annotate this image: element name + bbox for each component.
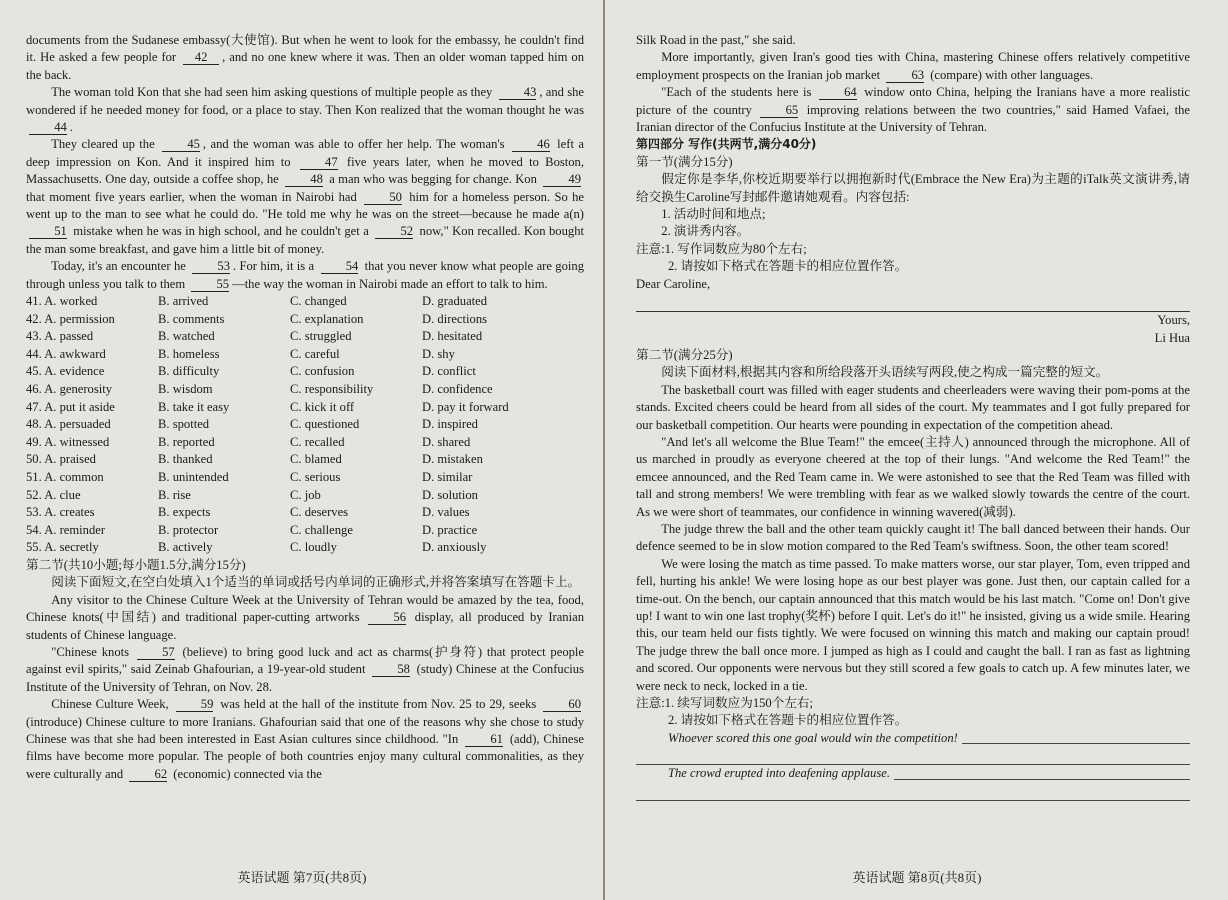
option-choice: 44. A. awkward: [26, 346, 106, 361]
writing-1-note-2: 2. 请按如下格式在答题卡的相应位置作答。: [668, 259, 908, 274]
answer-blank: 57: [137, 645, 175, 660]
option-choice: B. take it easy: [158, 399, 230, 414]
story-paragraph-2: "And let's all welcome the Blue Team!" the emcee(主持人) announced through the microphone. All of us marched in proudly as everyone cheered at the top of their lungs. "And welcome the Red Team!" the emcee announced, and the Red Team came in. We were astonished to see that the Red Team was filled with tall and strong members! We were trembling with fear as we walked slowly towards the centre of the court. As we were short of teammates, our confidence in winning wavered(减弱).: [636, 434, 1190, 519]
story-paragraph-4: We were losing the match as time passed. To make matters worse, our star player, Tom, even tripped and fell, hurting his ankle! We were losing hope as our best player was gone. Just then, our captain called for a time-out. On the bench, our captain announced that this match would be his last match. "Come on! Don't give up! I want to win one last trophy(奖杯) before I quit. Let's do it!" he insisted, giving us a wide smile. Hearing this, our team held our fists tightly. We were focused on winning this match and making our captain proud! The judge threw the ball once more. I jumped as high as I could and caught the ball. I ran as fast as lightning and scored. Our opponents were nervous but they still scored a few goals to catch up. A few minutes later, we were neck to neck, locked in a tie.: [636, 556, 1190, 693]
answer-blank: 54: [321, 259, 359, 274]
option-choice: 51. A. common: [26, 470, 104, 485]
option-choice: B. wisdom: [158, 382, 213, 397]
option-choice: D. similar: [422, 470, 473, 485]
writing-2-prompt: 阅读下面材料,根据其内容和所给段落开头语续写两段,使之构成一篇完整的短文。: [661, 365, 1109, 380]
option-choice: C. questioned: [290, 417, 360, 432]
option-choice: 47. A. put it aside: [26, 399, 115, 414]
option-choice: 54. A. reminder: [26, 522, 106, 537]
option-choice: C. loudly: [290, 540, 337, 555]
page-8: [606, 0, 1228, 900]
writing-line: [636, 783, 1190, 801]
writing-1-title: 第一节(满分15分): [636, 154, 733, 169]
section-2-instructions: 阅读下面短文,在空白处填入1个适当的单词或括号内单词的正确形式,并将答案填写在答题卡上。: [51, 575, 581, 590]
opening-sentence-1: Whoever scored this one goal would win the competition!: [668, 730, 958, 745]
option-choice: C. deserves: [290, 505, 349, 520]
option-choice: 45. A. evidence: [26, 364, 105, 379]
passage-paragraph-2: [26, 84, 584, 136]
option-choice: 48. A. persuaded: [26, 417, 111, 432]
letter-writing-line: [636, 299, 1190, 312]
answer-blank: 65: [760, 103, 798, 118]
passage-text: More importantly, given Iran's good ties with China, mastering Chinese offers relatively competitive employment prospects on the Iranian job market: [636, 50, 1190, 82]
passage-paragraph-4: [26, 258, 584, 293]
passage-text: The woman told Kon that she had seen him asking questions of multiple people as they: [51, 85, 496, 100]
answer-blank: 45: [162, 137, 200, 152]
option-choice: C. struggled: [290, 329, 352, 344]
grammar-paragraph-3: [26, 696, 584, 783]
passage-text: was held at the hall of the institute from Nov. 25 to 29, seeks: [216, 697, 541, 712]
option-choice: C. careful: [290, 346, 340, 361]
passage-text: "Chinese knots: [51, 645, 134, 660]
answer-blank: 53: [192, 259, 230, 274]
option-choice: 46. A. generosity: [26, 382, 113, 397]
story-paragraph-3: The judge threw the ball and the other team quickly caught it! The ball danced between their hands. Our defence seemed to be in slow motion compared to the Red Team's swiftness. Soon, the other team scored!: [636, 521, 1190, 554]
option-choice: B. protector: [158, 522, 219, 537]
passage-text: display, all produced by Iranian students of Chinese language.: [26, 610, 584, 642]
writing-1-note-1: 注意:1. 写作词数应为80个左右;: [636, 241, 807, 256]
option-choice: C. job: [290, 487, 321, 502]
answer-blank: 52: [375, 224, 413, 239]
passage-paragraph-3: [26, 136, 584, 258]
passage-text: a man who was begging for change. Kon: [325, 172, 541, 187]
option-choice: C. explanation: [290, 311, 364, 326]
letter-closing: Yours,: [1157, 313, 1190, 328]
page-divider: [603, 0, 605, 900]
story-paragraph-1: The basketball court was filled with eager students and cheerleaders were waving their pom-poms at the stands. Excited cheers could be heard from all sides of the court. My teammates and I got fully prepared for our basketball competition. Our hearts were pounding in expectation of the competition ahead.: [636, 382, 1190, 432]
answer-blank: 51: [29, 224, 67, 239]
option-choice: B. reported: [158, 434, 215, 449]
grammar-paragraph-4: [636, 49, 1190, 84]
passage-text: Today, it's an encounter he: [51, 259, 190, 274]
letter-greeting: Dear Caroline,: [636, 276, 711, 291]
answer-blank: 59: [176, 697, 214, 712]
passage-text: (introduce) Chinese culture to more Iranians. Ghafourian said that one of the reasons why she chose to study Chinese was that she had been interested in East Asian cultures since childhood. "In: [26, 714, 584, 747]
option-choice: B. expects: [158, 505, 211, 520]
writing-line: [894, 779, 1190, 780]
option-choice: C. recalled: [290, 434, 345, 449]
option-choice: C. challenge: [290, 522, 353, 537]
option-choice: B. unintended: [158, 470, 229, 485]
option-choice: B. watched: [158, 329, 215, 344]
option-choice: D. pay it forward: [422, 399, 509, 414]
continuation-opening-1: [636, 730, 1190, 747]
passage-text: —the way the woman in Nairobi made an effort to talk to him.: [232, 276, 548, 291]
answer-blank: 64: [819, 85, 857, 100]
passage-text: "Each of the students here is: [661, 85, 816, 100]
answer-blank: 46: [512, 137, 550, 152]
option-choice: B. difficulty: [158, 364, 220, 379]
option-choice: D. mistaken: [422, 452, 483, 467]
option-choice: D. anxiously: [422, 540, 487, 555]
option-choice: 42. A. permission: [26, 311, 115, 326]
passage-text: They cleared up the: [51, 137, 160, 152]
passage-text: left a deep impression on Kon. And it inspired him to: [26, 137, 584, 169]
grammar-paragraph-1: [26, 592, 584, 644]
option-choice: C. changed: [290, 294, 347, 309]
option-choice: D. directions: [422, 311, 488, 326]
option-choice: D. solution: [422, 487, 478, 502]
passage-text: documents from the Sudanese embassy(大使馆). But when he went to look for the embassy, he couldn't find it. He asked a few people for: [26, 33, 584, 65]
answer-blank: 62: [129, 767, 167, 782]
passage-text: (economic) connected via the: [170, 766, 322, 781]
option-choice: C. blamed: [290, 452, 342, 467]
answer-blank: 60: [543, 697, 581, 712]
grammar-paragraph-2: [26, 644, 584, 696]
grammar-paragraph-3-end: Silk Road in the past," she said.: [636, 33, 796, 47]
passage-text: , and no one knew where it was. Then an older woman tapped him on the back.: [26, 50, 584, 82]
passage-text: mistake when he was in high school, and he couldn't get a: [69, 224, 373, 239]
writing-1-prompt: 假定你是李华,你校近期要举行以拥抱新时代(Embrace the New Era)为主题的iTalk英文演讲秀,请给交换生Caroline写封邮件邀请她观看。内容包括:: [636, 172, 1190, 204]
option-choice: 50. A. praised: [26, 452, 96, 467]
option-choice: 55. A. secretly: [26, 540, 99, 555]
answer-blank: 48: [285, 172, 323, 187]
passage-text: Any visitor to the Chinese Culture Week at the University of Tehran would be amazed by the tea, food, Chinese knots(中国结) and traditional paper-cutting artworks: [26, 592, 584, 625]
passage-text: now," Kon recalled. Kon bought the man some breakfast, and gave him a little bit of money.: [26, 224, 584, 256]
passage-text: that moment five years earlier, when the woman in Nairobi had: [26, 189, 362, 204]
writing-1-item-2: 2. 演讲秀内容。: [661, 224, 750, 239]
writing-2-note-1: 注意:1. 续写词数应为150个左右;: [636, 696, 814, 711]
option-choice: C. serious: [290, 470, 341, 485]
answer-blank: 44: [29, 120, 67, 135]
passage-text: that you never know what people are going through unless you talk to them: [26, 259, 584, 291]
passage-text: (add), Chinese films have become more popular. The people of both countries enjoy many cultural commonalities, as they were culturally and: [26, 732, 584, 781]
passage-text: , and the woman was able to offer her help. The woman's: [202, 137, 509, 152]
passage-text: him for a homeless person. So he went up to the man to see what he could do. "He told me why he was on the street—because he made a(n): [26, 189, 584, 222]
passage-text: , and she wondered if he needed money for food, or a place to stay. Then Kon realized that the woman thought he was: [26, 85, 584, 117]
letter-signature: Li Hua: [1154, 330, 1190, 345]
option-choice: 41. A. worked: [26, 294, 98, 309]
option-choice: 43. A. passed: [26, 329, 94, 344]
option-choice: C. confusion: [290, 364, 355, 379]
option-choice: D. graduated: [422, 294, 488, 309]
passage-text: Chinese Culture Week,: [51, 697, 173, 712]
writing-line: [636, 747, 1190, 765]
answer-blank: 49: [543, 172, 581, 187]
writing-line: [962, 743, 1190, 744]
option-choice: B. actively: [158, 540, 213, 555]
answer-blank: 61: [465, 732, 503, 747]
option-choice: D. confidence: [422, 382, 493, 397]
writing-1-notes: [636, 241, 1190, 276]
answer-blank: 55: [191, 277, 229, 292]
answer-blank: 50: [364, 190, 402, 205]
passage-text: (study) Chinese at the Confucius Institute of the University of Tehran, on Nov. 28.: [26, 662, 584, 694]
option-choice: B. comments: [158, 311, 225, 326]
option-choice: B. spotted: [158, 417, 210, 432]
page-7: [0, 0, 604, 900]
writing-2-notes: [636, 695, 1190, 730]
option-choice: D. inspired: [422, 417, 478, 432]
passage-text: . For him, it is a: [232, 259, 318, 274]
option-choice: D. shared: [422, 434, 471, 449]
option-choice: B. homeless: [158, 346, 220, 361]
passage-text: .: [69, 120, 73, 135]
grammar-paragraph-5: [636, 84, 1190, 136]
page-footer-right: 英语试题 第8页(共8页): [852, 870, 982, 885]
option-choice: D. hesitated: [422, 329, 483, 344]
part-4-title: 第四部分 写作(共两节,满分40分): [636, 137, 817, 152]
passage-text: improving relations between the two countries," said Hamed Vafaei, the Iranian director of the Confucius Institute at the University of Tehran.: [636, 102, 1190, 135]
passage-text: (believe) to bring good luck and act as charms(护身符) that protect people against evil spirits," said Zeinab Ghafourian, a 19-year-old student: [26, 645, 584, 677]
passage-paragraph-1: [26, 32, 584, 84]
passage-text: five years later, when he moved to Boston, Massachusetts. One day, outside a coffee shop, he: [26, 154, 585, 187]
option-choice: B. arrived: [158, 294, 209, 309]
answer-blank: 47: [300, 155, 338, 170]
option-choice: 49. A. witnessed: [26, 434, 110, 449]
option-choice: C. responsibility: [290, 382, 374, 397]
answer-blank: 43: [499, 85, 537, 100]
answer-blank: 42: [183, 50, 219, 65]
option-choice: 52. A. clue: [26, 487, 81, 502]
section-2-title: 第二节(共10小题;每小题1.5分,满分15分): [26, 558, 246, 572]
writing-1-item-1: 1. 活动时间和地点;: [661, 207, 766, 222]
writing-2-note-2: 2. 请按如下格式在答题卡的相应位置作答。: [668, 713, 908, 728]
opening-sentence-2: The crowd erupted into deafening applause.: [668, 766, 890, 781]
continuation-opening-2: [636, 765, 1190, 782]
answer-blank: 58: [372, 662, 410, 677]
options-grid: [26, 293, 584, 557]
answer-blank: 63: [886, 68, 924, 83]
option-choice: B. thanked: [158, 452, 213, 467]
writing-2-title: 第二节(满分25分): [636, 347, 733, 362]
option-choice: D. practice: [422, 522, 478, 537]
passage-text: (compare) with other languages.: [927, 67, 1094, 82]
option-choice: C. kick it off: [290, 399, 355, 414]
option-choice: 53. A. creates: [26, 505, 95, 520]
option-choice: B. rise: [158, 487, 191, 502]
passage-text: window onto China, helping the Iranians have a more realistic picture of the country: [636, 85, 1190, 117]
option-choice: D. conflict: [422, 364, 476, 379]
option-choice: D. shy: [422, 346, 455, 361]
option-choice: D. values: [422, 505, 470, 520]
page-footer-left: 英语试题 第7页(共8页): [237, 870, 367, 885]
answer-blank: 56: [368, 610, 406, 625]
